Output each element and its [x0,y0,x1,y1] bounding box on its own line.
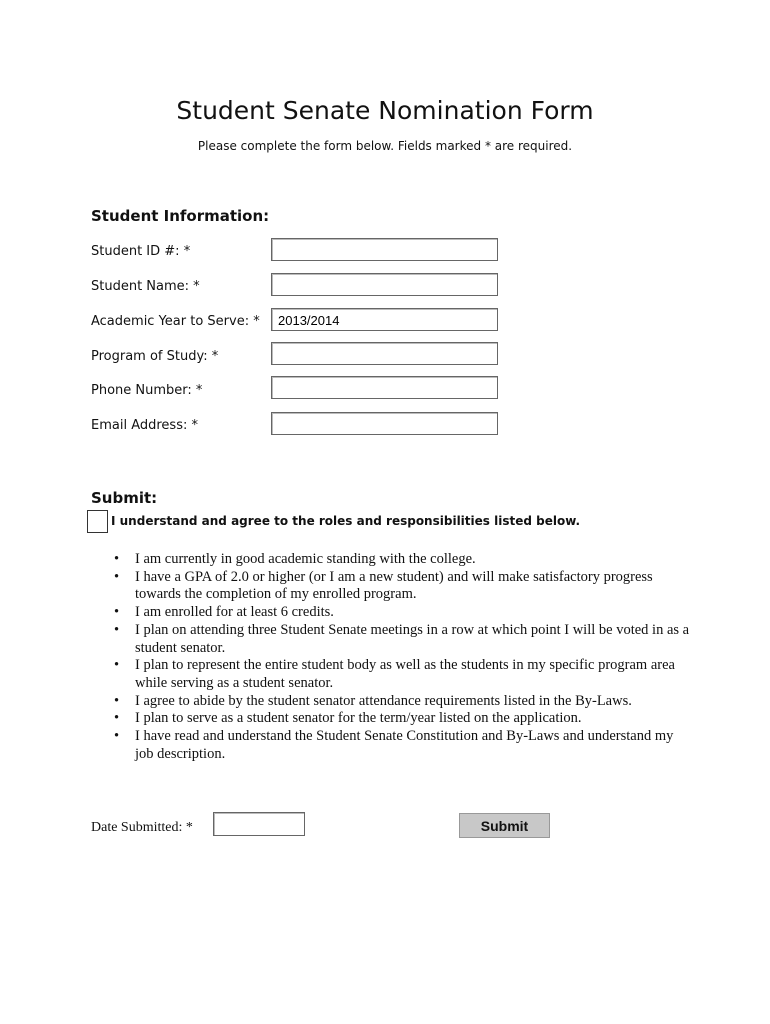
list-item-text: I plan on attending three Student Senate meetings in a row at which point I will be voted in as a student senator. [135,621,690,656]
date-submitted-label: Date Submitted: * [91,820,193,835]
bullet-icon: • [114,621,120,638]
list-item-text: I plan to represent the entire student body as well as the students in my specific program area while serving as a student senator. [135,657,675,691]
list-item [91,657,691,692]
list-item-text: I am currently in good academic standing with the college. [135,551,476,567]
list-item [91,728,691,763]
email-address-label: Email Address: * [91,418,198,433]
page-subtitle: Please complete the form below. Fields marked * are required. [197,139,573,153]
date-submitted-input[interactable] [213,812,305,836]
list-item [91,604,691,622]
bullet-icon: • [114,604,120,621]
list-item-text: I have read and understand the Student Senate Constitution and By-Laws and understand my job description. [135,728,674,762]
program-of-study-label: Program of Study: * [91,349,219,364]
student-id-label: Student ID #: * [91,244,191,259]
phone-number-label: Phone Number: * [91,383,203,398]
student-name-label: Student Name: * [91,279,200,294]
student-name-input[interactable] [271,273,498,296]
list-item [91,569,691,604]
list-item [91,551,691,569]
submit-button[interactable]: Submit [459,813,550,838]
list-item [91,710,691,728]
email-address-input[interactable] [271,412,498,435]
list-item-text: I am enrolled for at least 6 credits. [135,604,334,621]
academic-year-label: Academic Year to Serve: * [91,314,260,329]
student-id-input[interactable] [271,238,498,261]
list-item [91,693,691,711]
page-title: Student Senate Nomination Form [176,96,594,125]
agree-checkbox[interactable] [87,510,108,533]
agree-label: I understand and agree to the roles and responsibilities listed below. [111,514,581,528]
bullet-icon: • [114,657,120,674]
responsibilities-list [91,551,691,763]
bullet-icon: • [114,692,120,709]
program-of-study-input[interactable] [271,342,498,365]
academic-year-input[interactable] [271,308,498,331]
submit-heading: Submit: [91,489,158,507]
list-item [91,622,691,657]
agree-row [87,509,580,533]
bullet-icon: • [114,710,120,727]
list-item-text: I agree to abide by the student senator attendance requirements listed in the By-Laws. [135,692,632,709]
phone-number-input[interactable] [271,376,498,399]
list-item-text: I plan to serve as a student senator for the term/year listed on the application. [135,710,582,727]
list-item-text: I have a GPA of 2.0 or higher (or I am a new student) and will make satisfactory progress towards the completion of my enrolled program. [135,568,653,603]
bullet-icon: • [114,728,120,745]
bullet-icon: • [114,568,120,585]
bullet-icon: • [114,551,120,567]
student-information-heading: Student Information: [91,207,270,225]
